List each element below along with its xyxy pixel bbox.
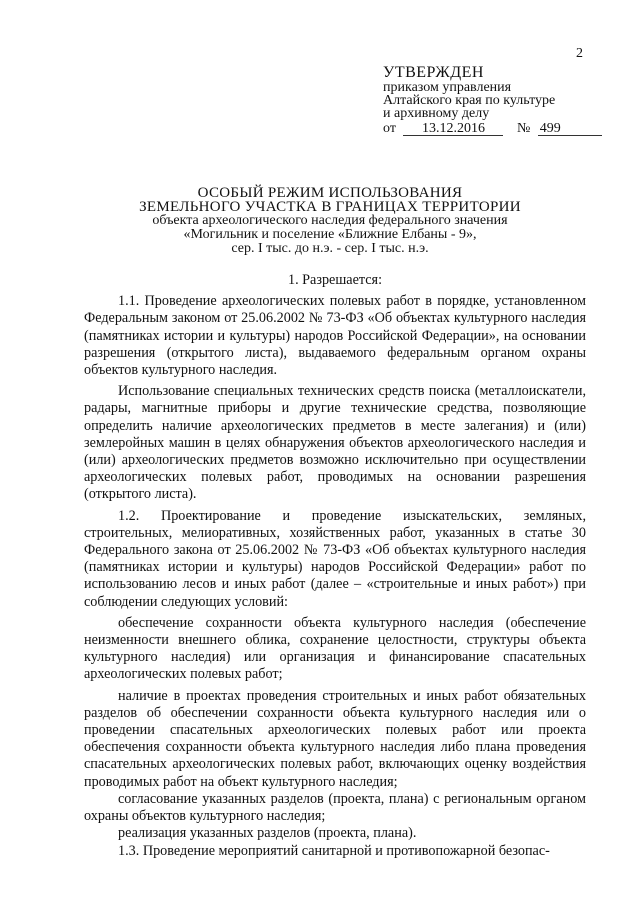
paragraph: наличие в проектах проведения строительных и иных работ обязательных разделов об обеспечении сохранности объекта культурного наследия или о проведении спасательных археологических полевых работ или проекта обеспечения сохранности объекта культурного наследия либо плана проведения спасательных археологических полевых работ, включающих оценку воздействия проводимых работ на объект культурного наследия; — [84, 687, 586, 790]
paragraph: согласование указанных разделов (проекта, плана) с региональным органом охраны объектов культурного наследия; — [84, 790, 586, 825]
title-line: ОСОБЫЙ РЕЖИМ ИСПОЛЬЗОВАНИЯ — [197, 185, 463, 201]
paragraph: обеспечение сохранности объекта культурного наследия (обеспечение неизменности внешнего облика, сохранение целостности, структуры объекта культурного наследия) или организация и финансирование спасательных археологических полевых работ; — [84, 614, 586, 683]
paragraph: 1.2. Проектирование и проведение изыскательских, земляных, строительных, мелиоративных, хозяйственных работ, указанных в статье 30 Федерального закона от 25.06.2002 № 73-ФЗ «Об объектах культурного наследия (памятниках истории и культуры) народов Российской Федерации» работ по использованию лесов и иных работ (далее – «строительные и иных работ») при соблюдении следующих условий: — [84, 507, 586, 610]
approval-line: и архивному делу — [383, 106, 490, 121]
title-line: «Могильник и поселение «Ближние Елбаны - 9», — [183, 227, 477, 242]
page-number: 2 — [576, 46, 583, 61]
approval-line: Алтайского края по культуре — [383, 93, 556, 108]
document-body — [84, 272, 586, 860]
section-heading: 1. Разрешается: — [287, 272, 383, 288]
paragraph: реализация указанных разделов (проекта, плана). — [118, 825, 417, 842]
paragraph: Использование специальных технических средств поиска (металлоискатели, радары, магнитные приборы и другие технические средства, позволяющие определить наличие археологических предметов в месте залегания) и (или) землеройных машин в целях обнаружения объектов археологического наследия и (или) археологических предметов возможно исключительно при осуществлении археологических полевых работ, проводимых на основании разрешения (открытого листа). — [84, 383, 586, 503]
number-prefix: № — [516, 121, 531, 136]
approval-block — [383, 65, 613, 136]
order-number: 499 — [538, 123, 602, 136]
paragraph: 1.3. Проведение мероприятий санитарной и противопожарной безопас- — [118, 842, 550, 859]
date-prefix: от — [383, 121, 396, 136]
approval-heading: УТВЕРЖДЕН — [383, 64, 484, 81]
title-line: ЗЕМЕЛЬНОГО УЧАСТКА В ГРАНИЦАХ ТЕРРИТОРИИ — [139, 199, 521, 215]
paragraph: 1.1. Проведение археологических полевых работ в порядке, установленном Федеральным законом от 25.06.2002 № 73-ФЗ «Об объектах культурного наследия (памятниках истории и культуры) народов Российской Федерации», на основании разрешения (открытого листа), выдаваемого федеральным органом охраны объектов культурного наследия. — [84, 293, 586, 379]
order-date: 13.12.2016 — [403, 123, 503, 136]
order-details — [383, 122, 613, 136]
title-line: сер. I тыс. до н.э. - сер. I тыс. н.э. — [231, 241, 429, 256]
document-title — [80, 186, 580, 256]
approval-line: приказом управления — [383, 80, 512, 95]
title-line: объекта археологического наследия федерального значения — [152, 213, 508, 228]
